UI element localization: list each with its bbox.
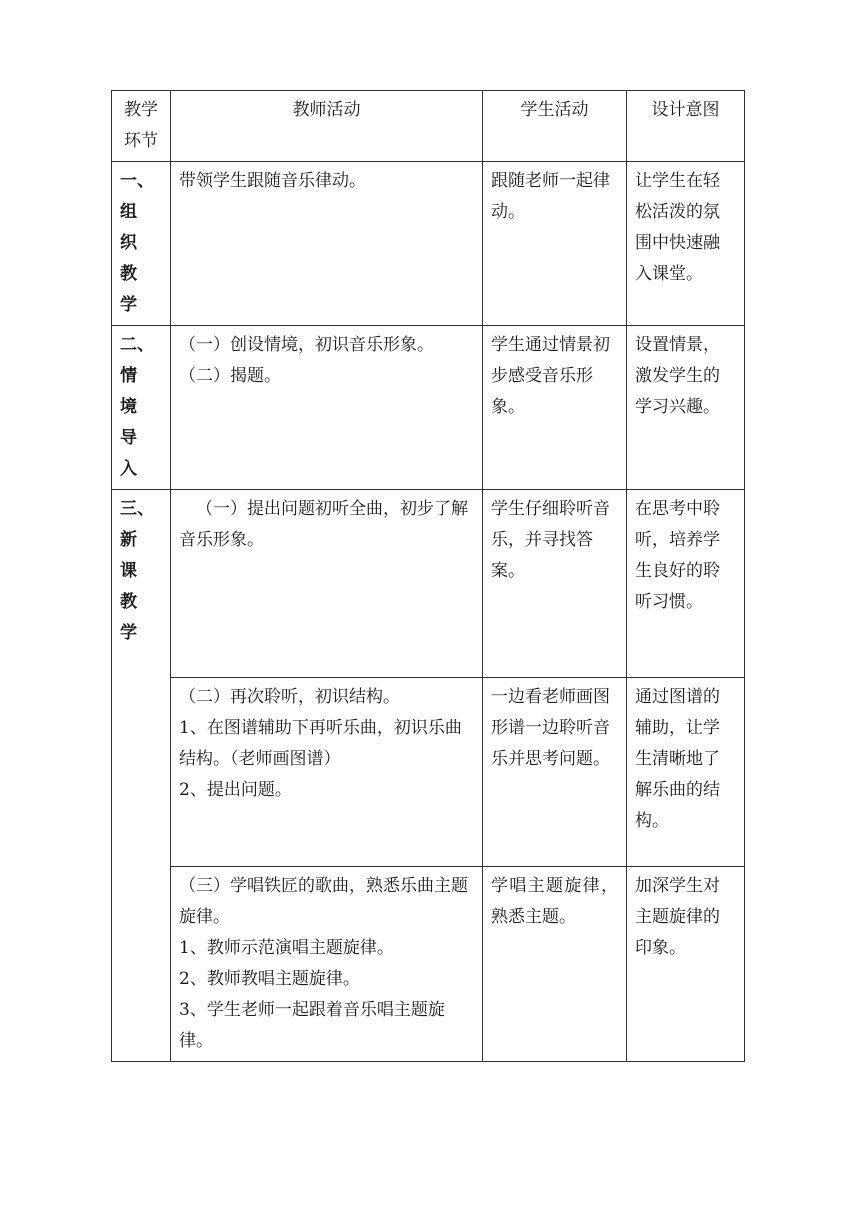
stage-label-line: 学 xyxy=(120,623,137,643)
student-activity-cell: 学唱主题旋律，熟悉主题。 xyxy=(483,867,627,1062)
stage-label-line: 三、 xyxy=(120,499,154,519)
teacher-activity-text: （三）学唱铁匠的歌曲，熟悉乐曲主题旋律。 xyxy=(179,876,468,927)
teacher-activity-text: 3、学生老师一起跟着音乐唱主题旋律。 xyxy=(179,1000,445,1051)
teacher-activity-text: 1、在图谱辅助下再听乐曲，初识乐曲结构。（老师画图谱） xyxy=(179,718,462,769)
stage-label-line: 新 xyxy=(120,530,137,550)
stage-label-line: 教 xyxy=(120,264,137,284)
table-row xyxy=(112,678,745,867)
stage-label-line: 情 xyxy=(120,366,137,386)
table-row xyxy=(112,326,745,490)
design-intent-cell: 在思考中聆听，培养学生良好的聆听习惯。 xyxy=(627,490,745,678)
stage-label-situation xyxy=(112,326,171,490)
teacher-activity-cell xyxy=(171,490,483,678)
design-intent-cell: 通过图谱的辅助，让学生清晰地了解乐曲的结构。 xyxy=(627,678,745,867)
header-student-activity: 学生活动 xyxy=(483,91,627,162)
stage-label-organize xyxy=(112,162,171,326)
stage-label-line: 学 xyxy=(120,295,137,315)
table-row xyxy=(112,867,745,1062)
teacher-activity-text: （二）再次聆听，初识结构。 xyxy=(179,687,400,707)
student-activity-cell: 学生通过情景初步感受音乐形象。 xyxy=(483,326,627,490)
stage-label-line: 二、 xyxy=(120,335,154,355)
stage-label-line: 入 xyxy=(120,459,137,479)
lesson-plan-table xyxy=(111,90,745,1062)
stage-label-line: 织 xyxy=(120,233,137,253)
table-row xyxy=(112,162,745,326)
stage-label-line: 境 xyxy=(120,397,137,417)
design-intent-cell: 设置情景，激发学生的学习兴趣。 xyxy=(627,326,745,490)
table-row xyxy=(112,490,745,678)
header-row xyxy=(112,91,745,162)
teacher-activity-cell xyxy=(171,326,483,490)
student-activity-cell: 一边看老师画图形谱一边聆听音乐并思考问题。 xyxy=(483,678,627,867)
student-activity-cell: 跟随老师一起律动。 xyxy=(483,162,627,326)
teacher-activity-cell xyxy=(171,867,483,1062)
teacher-activity-text: 1、教师示范演唱主题旋律。 xyxy=(179,938,394,958)
teacher-activity-cell xyxy=(171,162,483,326)
stage-label-line: 课 xyxy=(120,561,137,581)
teacher-activity-text: （一）创设情境，初识音乐形象。 xyxy=(179,335,434,355)
design-intent-cell: 让学生在轻松活泼的氛围中快速融入课堂。 xyxy=(627,162,745,326)
teacher-activity-text: 2、教师教唱主题旋律。 xyxy=(179,969,360,989)
teacher-activity-text: （二）揭题。 xyxy=(179,366,281,386)
design-intent-cell: 加深学生对主题旋律的印象。 xyxy=(627,867,745,1062)
teacher-activity-cell xyxy=(171,678,483,867)
header-design-intent: 设计意图 xyxy=(627,91,745,162)
stage-label-new-lesson xyxy=(112,490,171,1062)
stage-label-line: 组 xyxy=(120,202,137,222)
teacher-activity-text: （一）提出问题初听全曲，初步了解音乐形象。 xyxy=(179,499,468,550)
student-activity-cell: 学生仔细聆听音乐，并寻找答案。 xyxy=(483,490,627,678)
teacher-activity-text: 2、提出问题。 xyxy=(179,780,292,800)
stage-label-line: 教 xyxy=(120,592,137,612)
stage-label-line: 导 xyxy=(120,428,137,448)
teacher-activity-text: 带领学生跟随音乐律动。 xyxy=(179,171,366,191)
header-stage: 教学环节 xyxy=(112,91,171,162)
stage-label-line: 一、 xyxy=(120,171,154,191)
header-teacher-activity: 教师活动 xyxy=(171,91,483,162)
